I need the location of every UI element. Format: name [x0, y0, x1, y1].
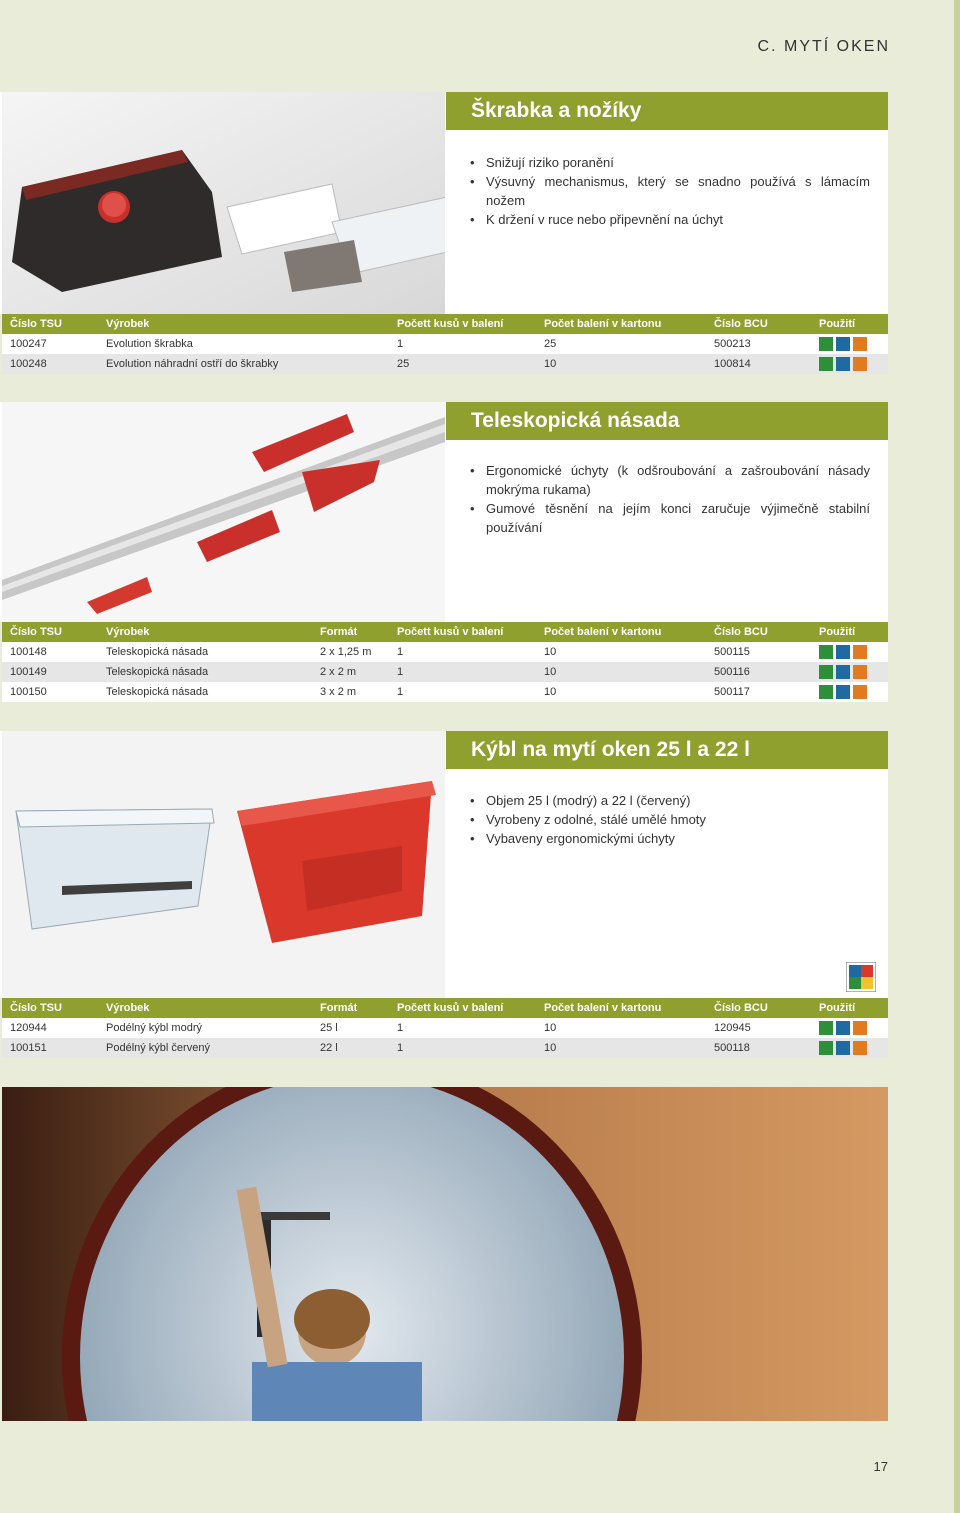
- product-title: Kýbl na mytí oken 25 l a 22 l: [446, 731, 888, 769]
- column-header: Formát: [312, 622, 389, 642]
- feature-list: [470, 153, 870, 229]
- column-header: Výrobek: [98, 998, 312, 1018]
- column-header: Použití: [811, 622, 888, 642]
- cell-product: Podélný kýbl červený: [98, 1038, 312, 1058]
- product-card-scraper: [0, 92, 888, 314]
- table-row: [2, 662, 888, 682]
- column-header: Číslo TSU: [2, 314, 98, 334]
- first-aid-icon: [819, 645, 833, 659]
- first-aid-icon: [819, 665, 833, 679]
- cell-format: 3 x 2 m: [312, 682, 389, 702]
- cutlery-icon: [853, 1041, 867, 1055]
- feature-item: • Vybaveny ergonomickými úchyty: [470, 829, 870, 848]
- cell-format: 22 l: [312, 1038, 389, 1058]
- cell-tsu: 100148: [2, 642, 98, 662]
- house-icon: [836, 1021, 850, 1035]
- product-table-telescopic-pole: [2, 622, 888, 702]
- cell-product: Teleskopická násada: [98, 662, 312, 682]
- cutlery-icon: [853, 685, 867, 699]
- first-aid-icon: [819, 685, 833, 699]
- feature-list: [470, 461, 870, 537]
- first-aid-icon: [819, 1021, 833, 1035]
- table-row: [2, 354, 888, 374]
- right-edge-strip: [954, 0, 960, 1513]
- column-header: Formát: [312, 998, 389, 1018]
- cell-usage: [811, 1018, 888, 1038]
- telescopic-pole-photo: [2, 402, 445, 622]
- feature-list: [470, 791, 870, 848]
- feature-item: • Ergonomické úchyty (k odšroubování a zašroubování násady mokrýma rukama): [470, 461, 870, 499]
- section-header: C. MYTÍ OKEN: [757, 38, 890, 55]
- cell-tsu: 100151: [2, 1038, 98, 1058]
- cell-format: 2 x 1,25 m: [312, 642, 389, 662]
- cell-tsu: 100248: [2, 354, 98, 374]
- cell-pieces: 1: [389, 1038, 536, 1058]
- page-number: 17: [873, 1459, 888, 1474]
- column-header: Počett kusů v balení: [389, 314, 536, 334]
- table-header-row: [2, 314, 888, 334]
- column-header: Číslo BCU: [706, 998, 811, 1018]
- table-header-row: [2, 622, 888, 642]
- cell-packs: 10: [536, 682, 706, 702]
- table-row: [2, 1038, 888, 1058]
- product-title: Teleskopická násada: [446, 402, 888, 440]
- cell-usage: [811, 334, 888, 354]
- table-row: [2, 682, 888, 702]
- feature-item: • Gumové těsnění na jejím konci zaručuje výjimečně stabilní používání: [470, 499, 870, 537]
- column-header: Použití: [811, 314, 888, 334]
- table-row: [2, 334, 888, 354]
- cell-bcu: 500117: [706, 682, 811, 702]
- product-table-bucket: [2, 998, 888, 1058]
- column-header: Počet balení v kartonu: [536, 998, 706, 1018]
- cell-format: 2 x 2 m: [312, 662, 389, 682]
- house-icon: [836, 665, 850, 679]
- cell-packs: 10: [536, 1018, 706, 1038]
- cell-bcu: 120945: [706, 1018, 811, 1038]
- feature-item: • K držení v ruce nebo připevnění na úchyt: [470, 210, 870, 229]
- cell-usage: [811, 682, 888, 702]
- feature-item: • Objem 25 l (modrý) a 22 l (červený): [470, 791, 870, 810]
- cell-tsu: 100247: [2, 334, 98, 354]
- color-coding-icon: [846, 962, 876, 992]
- cell-bcu: 500213: [706, 334, 811, 354]
- cell-product: Teleskopická násada: [98, 682, 312, 702]
- cell-product: Podélný kýbl modrý: [98, 1018, 312, 1038]
- cell-bcu: 500115: [706, 642, 811, 662]
- house-icon: [836, 645, 850, 659]
- cell-product: Evolution škrabka: [98, 334, 389, 354]
- cell-packs: 10: [536, 662, 706, 682]
- column-header: Výrobek: [98, 314, 389, 334]
- first-aid-icon: [819, 337, 833, 351]
- cutlery-icon: [853, 1021, 867, 1035]
- window-cleaning-photo: [2, 1087, 888, 1421]
- product-table-scraper: [2, 314, 888, 374]
- cell-usage: [811, 1038, 888, 1058]
- cell-tsu: 100150: [2, 682, 98, 702]
- cell-pieces: 1: [389, 662, 536, 682]
- column-header: Počet balení v kartonu: [536, 622, 706, 642]
- house-icon: [836, 685, 850, 699]
- cutlery-icon: [853, 337, 867, 351]
- cutlery-icon: [853, 665, 867, 679]
- cell-format: 25 l: [312, 1018, 389, 1038]
- bucket-photo: [2, 731, 445, 998]
- column-header: Použití: [811, 998, 888, 1018]
- column-header: Číslo BCU: [706, 622, 811, 642]
- cell-bcu: 500116: [706, 662, 811, 682]
- column-header: Číslo TSU: [2, 998, 98, 1018]
- cell-pieces: 1: [389, 682, 536, 702]
- scraper-photo: [2, 92, 445, 314]
- first-aid-icon: [819, 357, 833, 371]
- cell-pieces: 25: [389, 354, 536, 374]
- cell-product: Evolution náhradní ostří do škrabky: [98, 354, 389, 374]
- product-card-telescopic-pole: [0, 402, 888, 622]
- table-row: [2, 642, 888, 662]
- cell-usage: [811, 662, 888, 682]
- cell-bcu: 500118: [706, 1038, 811, 1058]
- column-header: Výrobek: [98, 622, 312, 642]
- house-icon: [836, 1041, 850, 1055]
- cell-pieces: 1: [389, 642, 536, 662]
- cell-pieces: 1: [389, 334, 536, 354]
- column-header: Číslo BCU: [706, 314, 811, 334]
- cell-packs: 10: [536, 354, 706, 374]
- cell-pieces: 1: [389, 1018, 536, 1038]
- cutlery-icon: [853, 357, 867, 371]
- house-icon: [836, 337, 850, 351]
- cell-packs: 25: [536, 334, 706, 354]
- product-title: Škrabka a nožíky: [446, 92, 888, 130]
- cell-packs: 10: [536, 1038, 706, 1058]
- table-row: [2, 1018, 888, 1038]
- house-icon: [836, 357, 850, 371]
- feature-item: • Výsuvný mechanismus, který se snadno používá s lámacím nožem: [470, 172, 870, 210]
- cell-tsu: 120944: [2, 1018, 98, 1038]
- column-header: Počett kusů v balení: [389, 622, 536, 642]
- table-header-row: [2, 998, 888, 1018]
- cell-product: Teleskopická násada: [98, 642, 312, 662]
- first-aid-icon: [819, 1041, 833, 1055]
- column-header: Číslo TSU: [2, 622, 98, 642]
- cell-bcu: 100814: [706, 354, 811, 374]
- feature-item: • Snižují riziko poranění: [470, 153, 870, 172]
- column-header: Počett kusů v balení: [389, 998, 536, 1018]
- column-header: Počet balení v kartonu: [536, 314, 706, 334]
- cutlery-icon: [853, 645, 867, 659]
- cell-packs: 10: [536, 642, 706, 662]
- cell-tsu: 100149: [2, 662, 98, 682]
- feature-item: • Vyrobeny z odolné, stálé umělé hmoty: [470, 810, 870, 829]
- cell-usage: [811, 354, 888, 374]
- cell-usage: [811, 642, 888, 662]
- product-card-bucket: [0, 731, 888, 998]
